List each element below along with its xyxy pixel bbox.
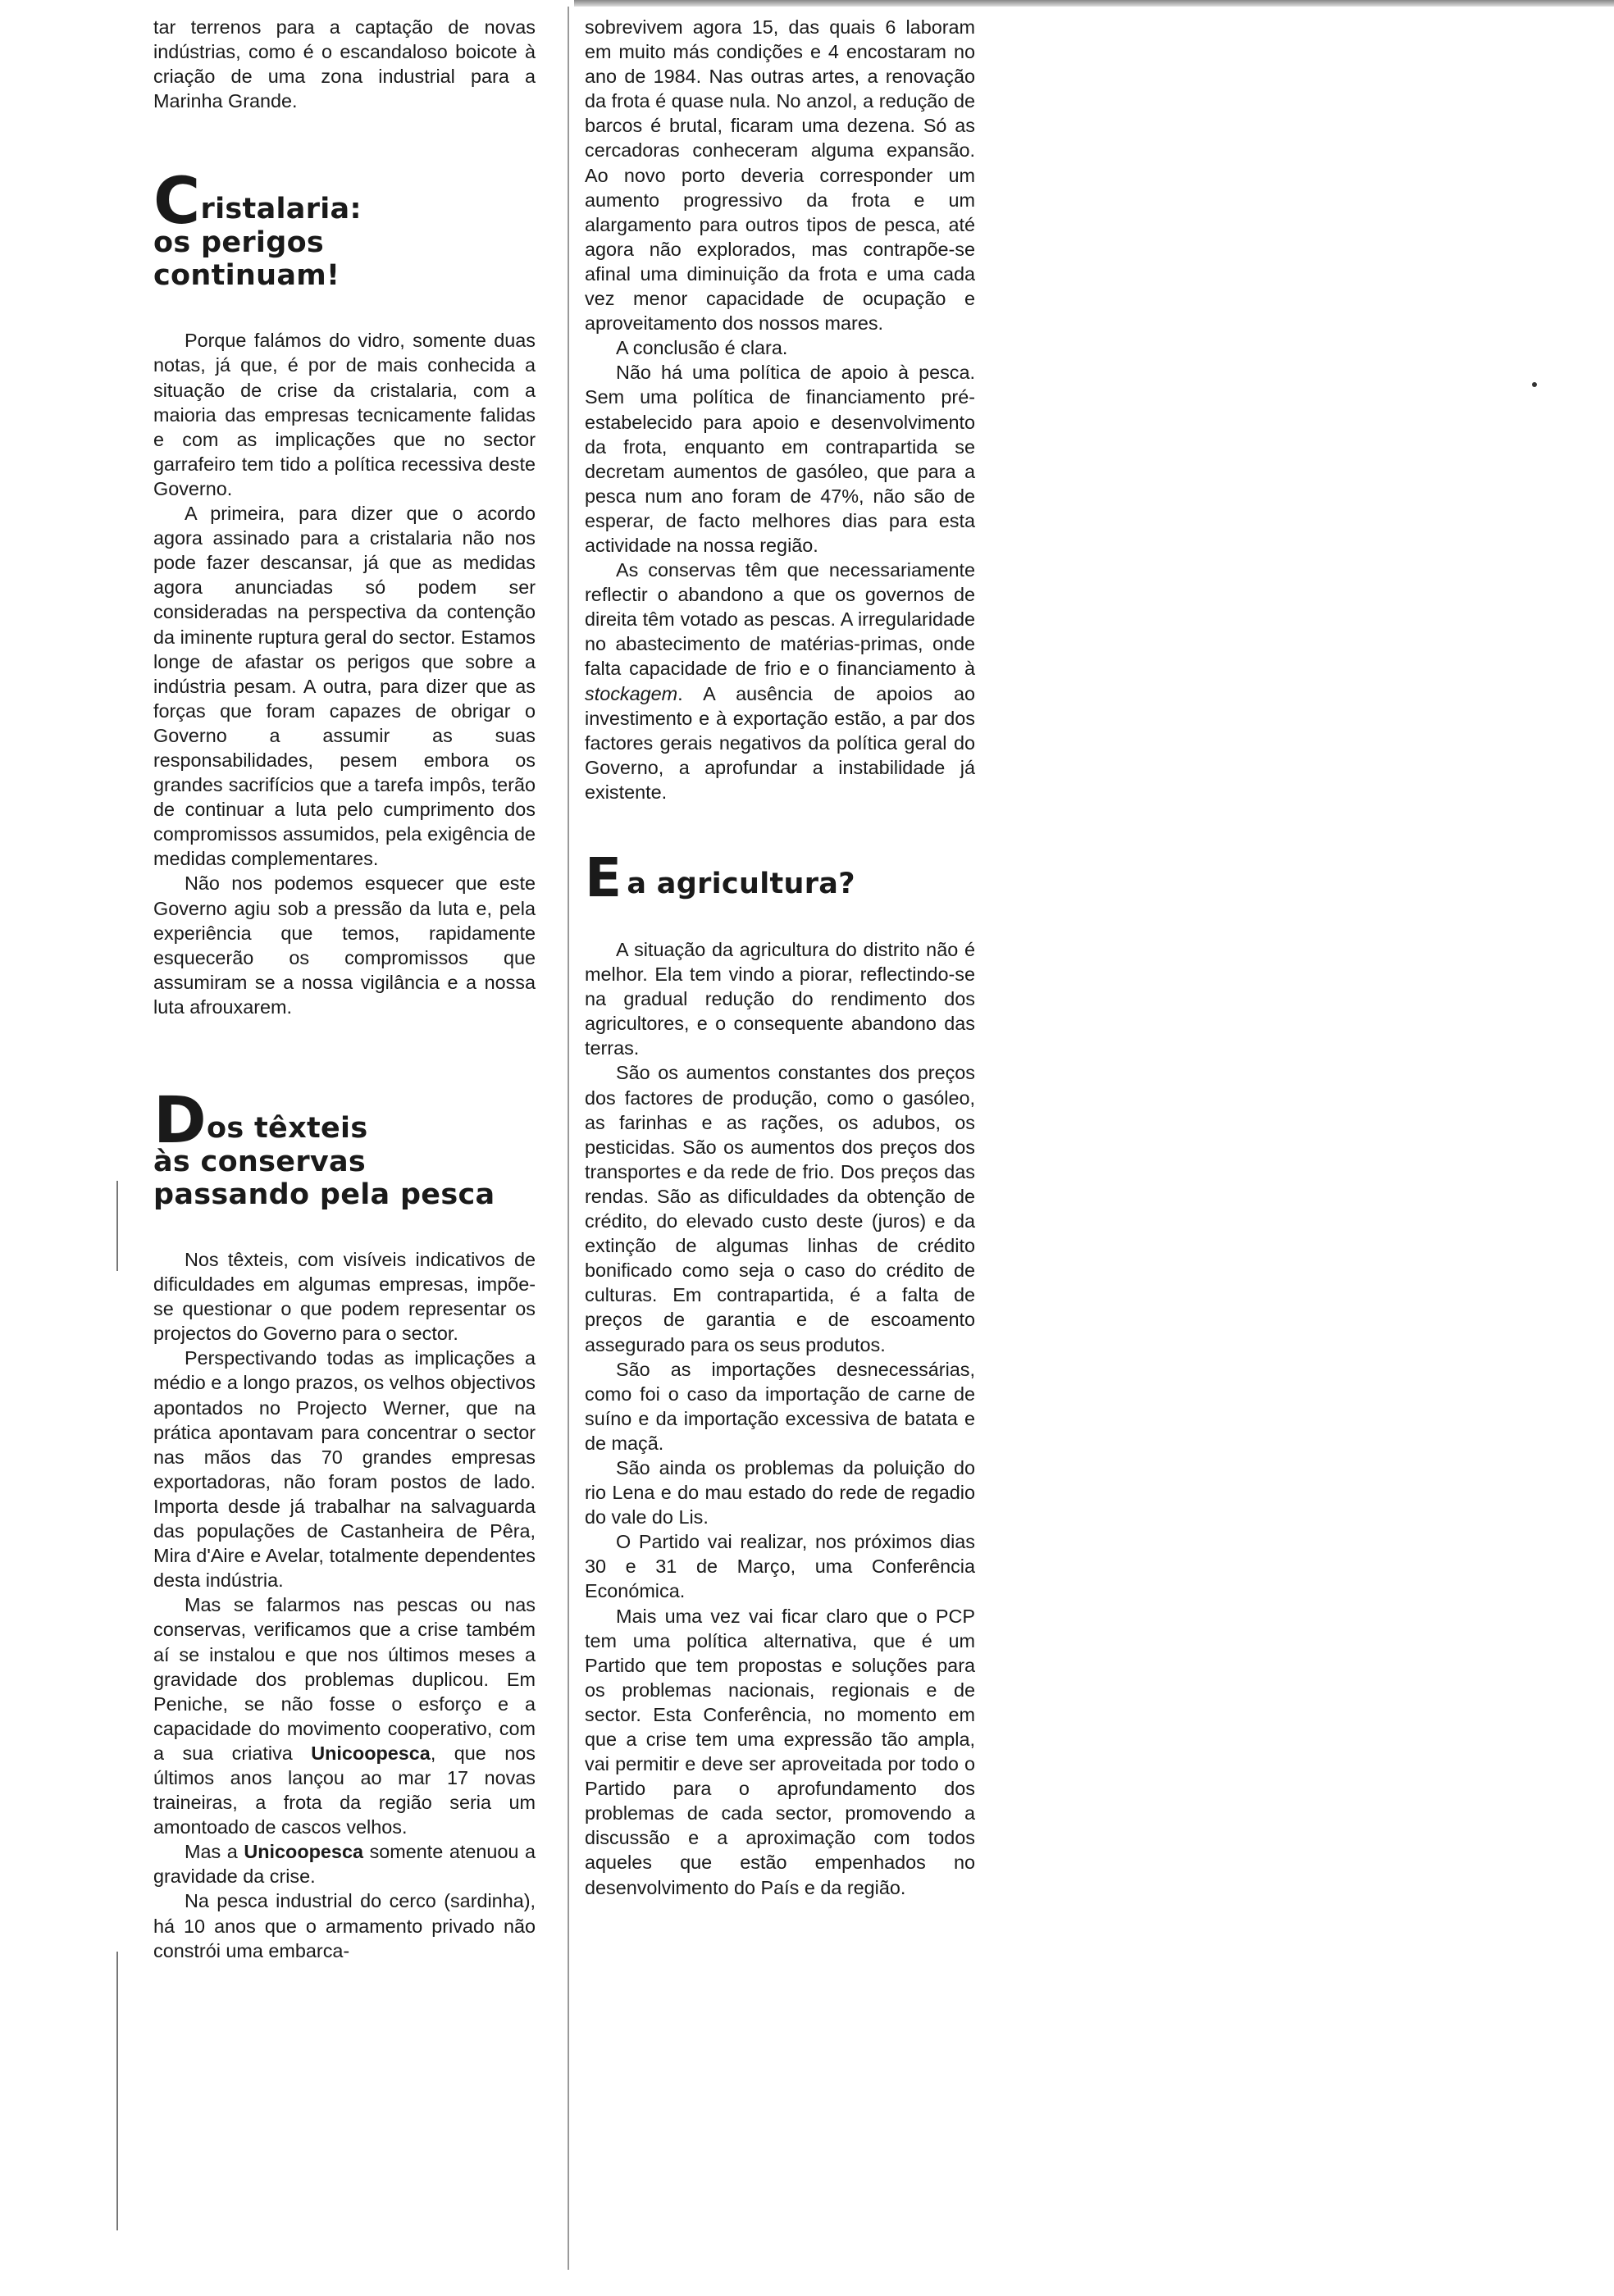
- heading-text: os têxteis: [207, 1112, 368, 1145]
- section-heading-agricultura: [585, 846, 975, 909]
- top-border: [574, 0, 1614, 7]
- paragraph: [153, 1839, 536, 1888]
- paragraph: São os aumentos constantes dos preços dos factores de produção, como o gasóleo, as farinhas e as rações, os adubos, os pesticidas. São os aumentos dos preços dos transportes e da rede de frio. Dos preços das rendas. São as dificuldades da obtenção de crédito, do elevado custo deste (juros) e da extinção de algumas linhas de crédito bonificado como seja o caso do crédito de culturas. Em contrapartida, é a falta de preços de garantia e de escoamento assegurado para os seus produtos.: [585, 1062, 975, 1355]
- heading-line: continuam!: [153, 259, 340, 293]
- paragraph: Porque falámos do vidro, somente duas notas, já que, é por de mais conhecida a situação de crise da cristalaria, com a maioria das empresas tecnicamente falidas e com as implicações que no sector garrafeiro tem tido a política recessiva deste Governo.: [153, 330, 536, 499]
- paragraph: [153, 1592, 536, 1839]
- drop-cap: D: [153, 1084, 207, 1158]
- continued-paragraph: sobrevivem agora 15, das quais 6 laboram em muito más condições e 4 encostaram no ano de 1984. Nas outras artes, a renovação da frota é quase nula. No anzol, a redução de barcos é brutal, ficaram uma dezena. Só as cercadoras conheceram alguma expansão. Ao novo porto deveria corresponder um aumento progressivo da frota e um alargamento para outros tipos de pesca, até agora não explorados, mas contrapõe-se afinal uma diminuição da frota e uma cada vez menor capacidade de ocupação e aproveitamento dos nossos mares.: [585, 16, 975, 335]
- text-run: As conservas têm que necessariamente reflectir o abandono a que os governos de direita têm votado as pescas. A irregularidade no abastecimento de matérias-primas, onde falta capacidade de frio e o financiamento à: [585, 559, 975, 680]
- heading-text: ristalaria:: [200, 193, 362, 226]
- drop-cap: E: [585, 846, 622, 909]
- section-heading-cristalaria: [153, 165, 536, 293]
- margin-rule: [116, 1952, 118, 2230]
- drop-cap: C: [153, 165, 201, 239]
- paragraph: Perspectivando todas as implicações a médio e a longo prazos, os velhos objectivos apontados no Projecto Werner, que na prática apontavam para concentrar o sector nas mãos das 70 grandes empresas exportadoras, não foram postos de lado. Importa desde já trabalhar na salvaguarda das populações de Castanheira de Pêra, Mira d'Aire e Avelar, totalmente dependentes desta indústria.: [153, 1347, 536, 1592]
- paragraph: A primeira, para dizer que o acordo agora assinado para a cristalaria não nos pode fazer descansar, já que as medidas agora anunciadas só podem ser consideradas na perspectiva da contenção da iminente ruptura geral do sector. Estamos longe de afastar os perigos que sobre a indústria pesam. A outra, para dizer que as forças que foram capazes de obrigar o Governo a assumir as suas responsabilidades, pesem embora os grandes sacrifícios que a tarefa impôs, terão de continuar a luta pelo cumprimento dos compromissos assumidos, pela exigência de medidas complementares.: [153, 503, 536, 870]
- paragraph: Mais uma vez vai ficar claro que o PCP tem uma política alternativa, que é um Partido que tem propostas e soluções para os problemas nacionais, regionais e de sector. Esta Conferência, no momento em que a crise tem uma expressão tão ampla, vai permitir e deve ser aproveitada por todo o Partido para o aprofundamento dos problemas de cada sector, promovendo a discussão e a aproximação com todos aqueles que estão empenhados no desenvolvimento do País e da região.: [585, 1605, 975, 1898]
- heading-text: a agricultura?: [627, 868, 855, 900]
- heading-line: passando pela pesca: [153, 1178, 495, 1211]
- column-2: [585, 15, 975, 1900]
- intro-paragraph: tar terrenos para a captação de novas indústrias, como é o escandaloso boicote à criação de uma zona industrial para a Marinha Grande.: [153, 16, 536, 112]
- paragraph: Não há uma política de apoio à pesca. Sem uma política de financiamento pré-estabelecido para apoio e desenvolvimento da frota, enquanto em contrapartida se decretam aumentos de gasóleo, que para a pesca num ano foram de 47%, não são de esperar, de facto melhores dias para esta actividade na nossa região.: [585, 362, 975, 556]
- scan-speck: [1532, 382, 1537, 387]
- text-run: , que nos últimos anos lançou ao mar 17 novas traineiras, a frota da região seria um amontoado de cascos velhos.: [153, 1742, 536, 1838]
- margin-rule: [116, 1181, 118, 1271]
- paragraph: [585, 558, 975, 804]
- text-run: Mas se falarmos nas pescas ou nas conservas, verificamos que a crise também aí se instalou e que nos últimos meses a gravidade dos problemas duplicou. Em Peniche, se não fosse o esforço e a capacidade do movimento cooperativo, com a sua criativa: [153, 1594, 536, 1764]
- paragraph: A situação da agricultura do distrito não é melhor. Ela tem vindo a piorar, reflectindo-se na gradual redução do rendimento dos agricultores, e o consequente abandono das terras.: [585, 939, 975, 1059]
- section-heading-texteis: [153, 1084, 536, 1211]
- text-run: . A ausência de apoios ao investimento e à exportação estão, a par dos factores gerais negativos da política geral do Governo, a aprofundar a instabilidade já existente.: [585, 682, 975, 803]
- heading-line: às conservas: [153, 1146, 367, 1178]
- paragraph: Na pesca industrial do cerco (sardinha), há 10 anos que o armamento privado não constrói uma embarca-: [153, 1890, 536, 1961]
- paragraph: São as importações desnecessárias, como foi o caso da importação de carne de suíno e da importação excessiva de batata e de maçã.: [585, 1358, 975, 1454]
- column-1: [153, 15, 536, 1963]
- paragraph: Nos têxteis, com visíveis indicativos de dificuldades em algumas empresas, impõe-se questionar o que podem representar os projectos do Governo para o sector.: [153, 1249, 536, 1345]
- bold-term: Unicoopesca: [311, 1742, 431, 1764]
- text-run: Mas a: [185, 1841, 238, 1863]
- column-divider: [568, 7, 569, 2270]
- text-run: somente atenuou a gravidade da crise.: [153, 1841, 536, 1888]
- paragraph: Não nos podemos esquecer que este Governo agiu sob a pressão da luta e, pela experiência que temos, rapidamente esquecerão os compromissos que assumiram se a nossa vigilância e a nossa luta afrouxarem.: [153, 872, 536, 1018]
- paragraph: A conclusão é clara.: [616, 337, 788, 359]
- paragraph: O Partido vai realizar, nos próximos dias 30 e 31 de Março, uma Conferência Económica.: [585, 1531, 975, 1602]
- paragraph: São ainda os problemas da poluição do rio Lena e do mau estado do rede de regadio do vale do Lis.: [585, 1456, 975, 1528]
- italic-term: stockagem: [585, 682, 678, 704]
- heading-line: os perigos: [153, 226, 325, 260]
- bold-term: Unicoopesca: [244, 1841, 363, 1863]
